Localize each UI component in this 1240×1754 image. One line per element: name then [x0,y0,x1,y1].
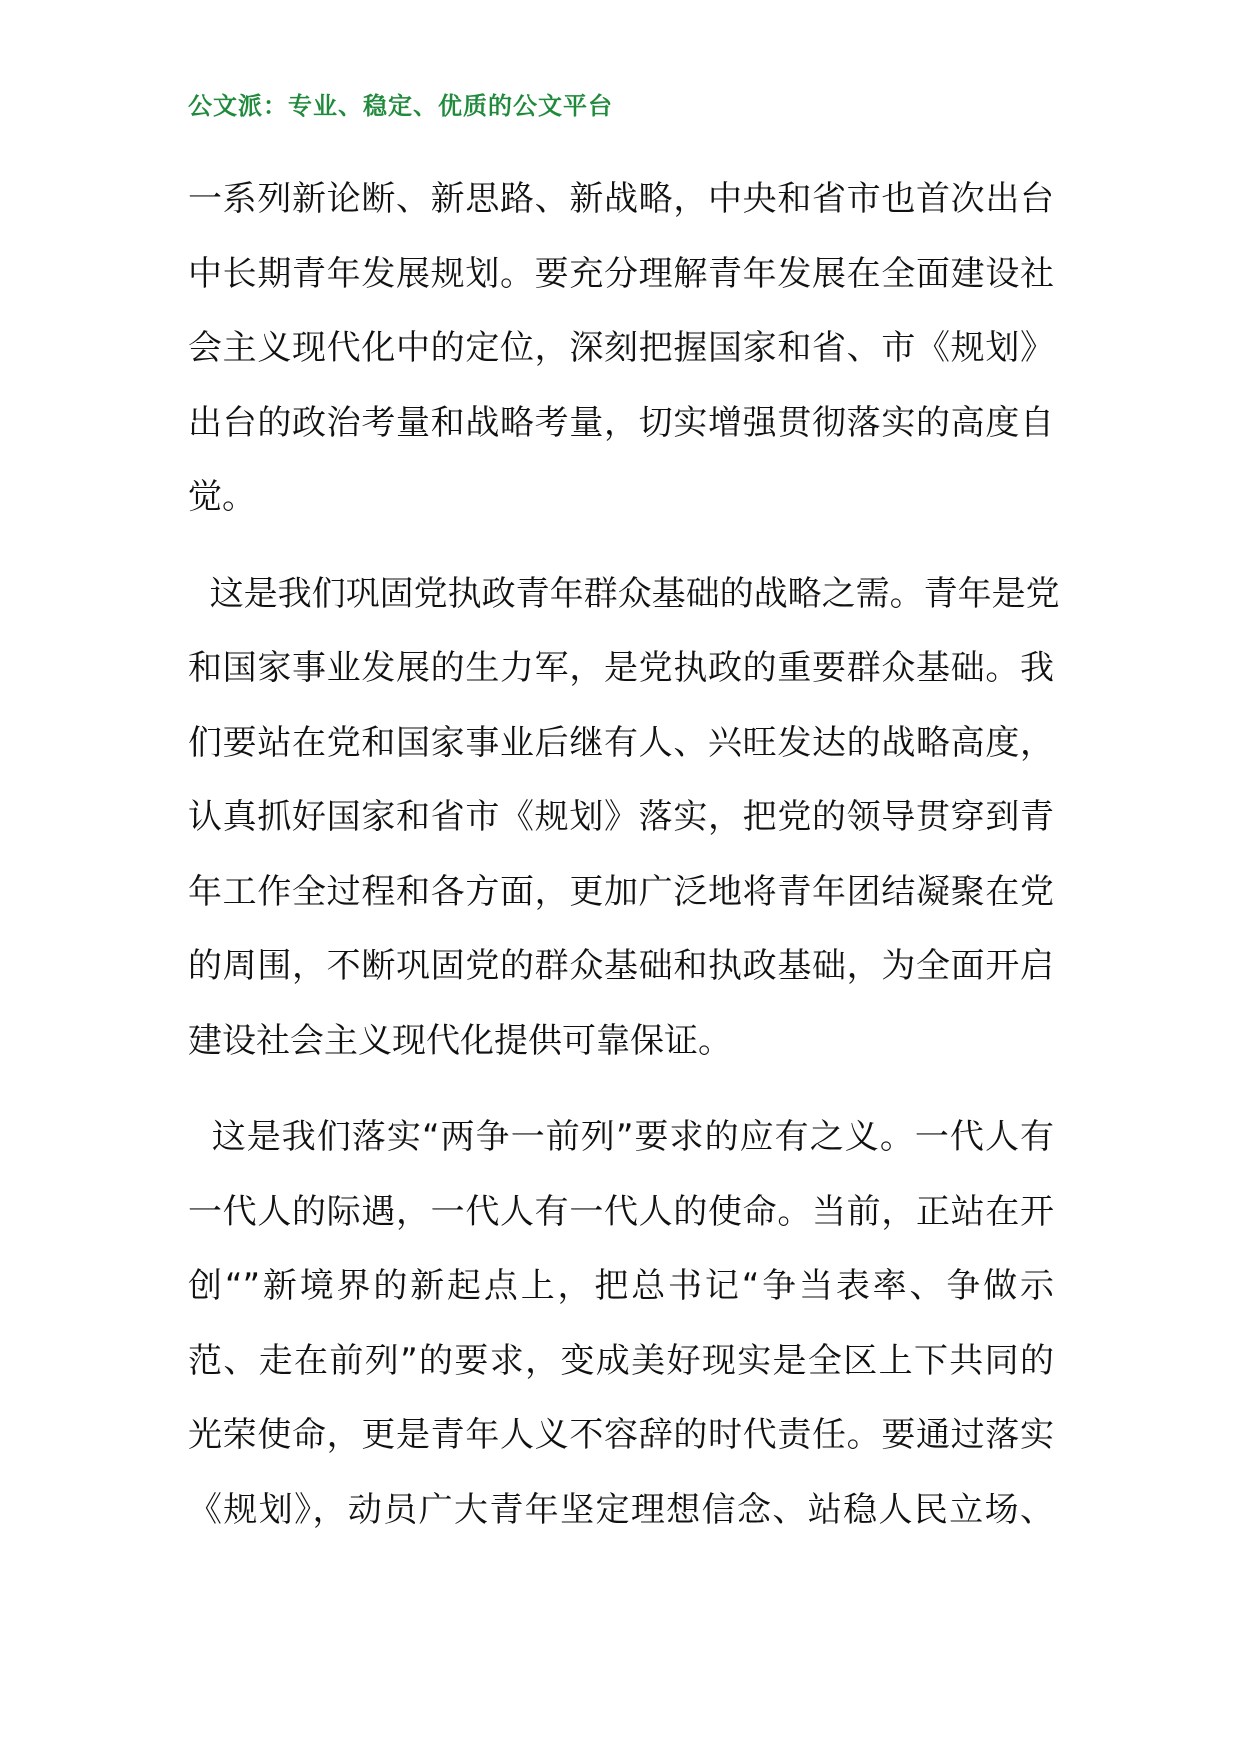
paragraph [188,162,1054,535]
text-line: 《规划》，动员广大青年坚定理想信念、站稳人民立场、 [188,1489,1054,1530]
page-header: 公文派：专业、稳定、优质的公文平台 [188,91,613,120]
text-line: 建设社会主义现代化提供可靠保证。 [188,1020,732,1061]
text-line: 觉。 [188,477,256,517]
paragraph-gap [188,535,1054,557]
text-line: 一系列新论断、新思路、新战略，中央和省市也首次出台 [188,179,1054,219]
text-line: 们要站在党和国家事业后继有人、兴旺发达的战略高度， [188,722,1054,763]
text-line: 出台的政治考量和战略考量，切实增强贯彻落实的高度自 [188,402,1054,443]
text-line: 的周围，不断巩固党的群众基础和执政基础，为全面开启 [188,946,1054,986]
text-line: 创“”新境界的新起点上，把总书记“争当表率、争做示 [188,1266,1054,1306]
text-line: 光荣使命，更是青年人义不容辞的时代责任。要通过落实 [188,1415,1054,1455]
text-line: 一代人的际遇，一代人有一代人的使命。当前，正站在开 [188,1191,1054,1232]
paragraph-gap [188,1078,1054,1100]
text-line: 认真抓好国家和省市《规划》落实，把党的领导贯穿到青 [188,797,1054,837]
text-line: 这是我们落实“两争一前列”要求的应有之义。一代人有 [188,1117,1054,1157]
text-line: 范、走在前列”的要求，变成美好现实是全区上下共同的 [188,1340,1054,1381]
text-line: 会主义现代化中的定位，深刻把握国家和省、市《规划》 [188,328,1054,368]
text-line: 年工作全过程和各方面，更加广泛地将青年团结凝聚在党 [188,871,1054,912]
text-line: 这是我们巩固党执政青年群众基础的战略之需。青年是党 [188,573,1060,614]
paragraph [188,557,1060,1079]
text-line: 中长期青年发展规划。要充分理解青年发展在全面建设社 [188,253,1054,294]
document-body [188,162,1060,1547]
text-line: 和国家事业发展的生力军，是党执政的重要群众基础。我 [188,648,1054,688]
paragraph [188,1100,1054,1547]
